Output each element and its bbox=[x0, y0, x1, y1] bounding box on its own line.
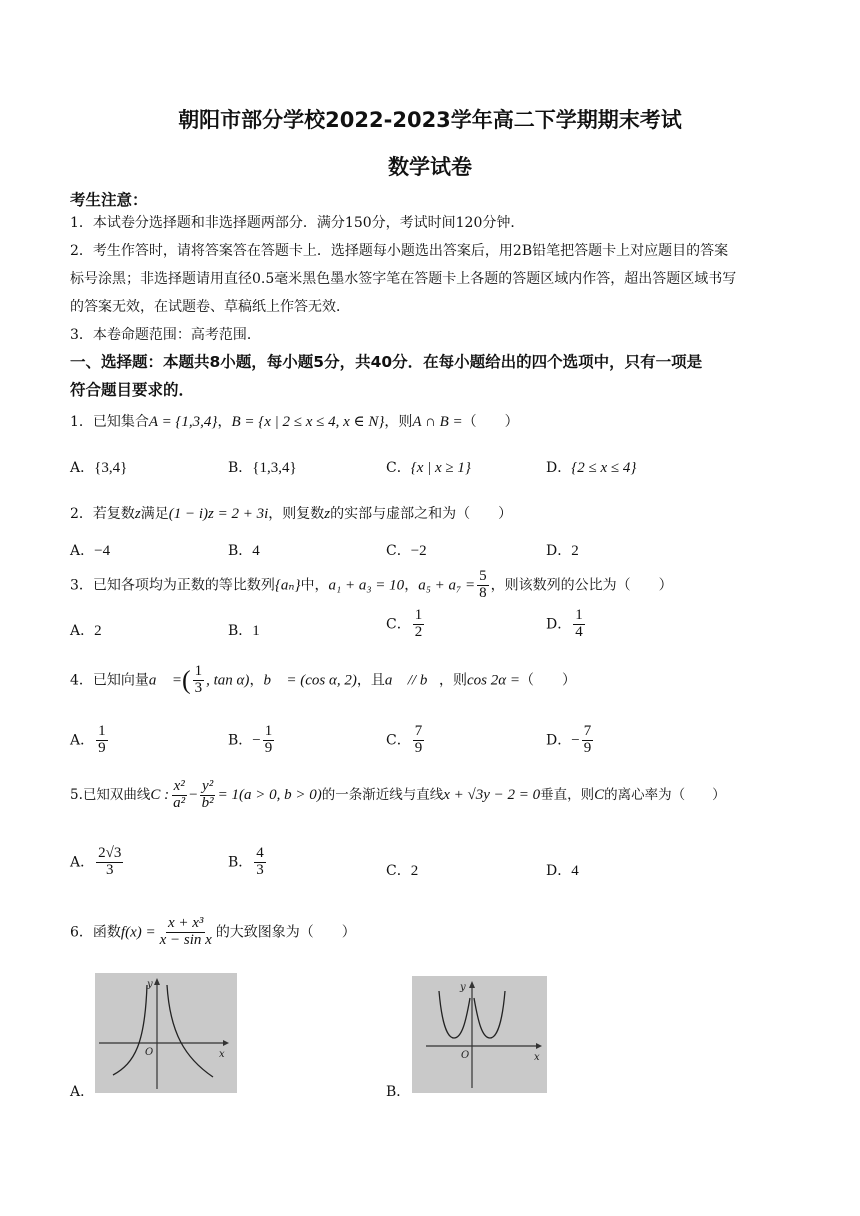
graph-a-label-x: x bbox=[219, 1049, 225, 1060]
curve-left bbox=[439, 991, 470, 1038]
graph-option-b bbox=[412, 976, 547, 1093]
q5-option-d: D．4 bbox=[546, 863, 579, 879]
notice-line-1: 1．本试卷分选择题和非选择题两部分．满分150分，考试时间120分钟． bbox=[70, 215, 525, 231]
x-axis-arrow-icon bbox=[223, 1040, 229, 1046]
notice-line-3: 3．本卷命题范围：高考范围． bbox=[70, 327, 261, 343]
q6-option-a: A． bbox=[70, 1084, 95, 1100]
q1-option-b: B．{1,3,4} bbox=[228, 460, 297, 476]
graph-b-plot bbox=[412, 976, 547, 1093]
notice-line-2b: 标号涂黑；非选择题请用直径0.5毫米黑色墨水签字笔在答题卡上各题的答题区域内作答，超出答题区域书写 bbox=[70, 271, 737, 287]
graph-a-plot bbox=[95, 973, 237, 1093]
x-axis-arrow-icon bbox=[536, 1043, 542, 1049]
q2-option-d: D．2 bbox=[546, 543, 579, 559]
q1-option-a: A．{3,4} bbox=[70, 460, 128, 476]
q3-option-d: D． $\frac{1}{4}$ bbox=[546, 607, 583, 640]
graph-a-label-origin: O bbox=[145, 1047, 154, 1058]
graph-a-label-y: y bbox=[147, 979, 153, 990]
q5-option-c: C．2 bbox=[386, 863, 419, 879]
exam-subtitle: 数学试卷 bbox=[388, 155, 472, 179]
question-2-stem: 2．若复数z满足(1 − i)z = 2 + 3i，则复数z的实部与虚部之和为（ ） bbox=[70, 506, 513, 522]
section-heading-line-2: 符合题目要求的． bbox=[70, 381, 195, 399]
q1-option-c: C．{x | x ≥ 1} bbox=[386, 460, 471, 476]
q4-option-b: B．− $\frac{1}{9}$ bbox=[228, 723, 273, 756]
question-5-stem: 5.已知双曲线C : $\frac{\text{x²}}{\text{a²}}$ − $\frac{\text{y²}}{\text{b²}}$ = 1(a > 0, b > 0)的一条渐近线与直线x + √3y − 2 = 0垂直，则C的离心率为（ ） bbox=[70, 778, 726, 811]
q5-option-a: A． $\frac{2√3}{3}$ bbox=[70, 845, 122, 878]
graph-b-label-x: x bbox=[534, 1052, 540, 1063]
q4-option-d: D．− $\frac{7}{9}$ bbox=[546, 723, 592, 756]
notice-heading: 考生注意： bbox=[70, 191, 148, 209]
curve-right bbox=[474, 991, 505, 1038]
section-heading-line-1: 一、选择题：本题共8小题，每小题5分，共40分．在每小题给出的四个选项中，只有一项是 bbox=[70, 353, 703, 371]
q3-option-a: A．2 bbox=[70, 623, 102, 639]
graph-b-label-y: y bbox=[460, 982, 466, 993]
y-axis-arrow-icon bbox=[469, 981, 475, 988]
q1-option-d: D．{2 ≤ x ≤ 4} bbox=[546, 460, 637, 476]
q4-option-c: C． $\frac{7}{9}$ bbox=[386, 723, 423, 756]
q2-option-b: B．4 bbox=[228, 543, 260, 559]
q5-option-b: B． $\frac{4}{3}$ bbox=[228, 845, 264, 878]
question-4-stem: 4．已知向量a⃗ =( $\frac{1}{3}$ , tan α)，b⃗ = (cos α, 2)，且a⃗ // b⃗，则cos 2α =（ ） bbox=[70, 663, 577, 696]
y-axis-arrow-icon bbox=[154, 978, 160, 985]
curve-right bbox=[167, 985, 213, 1077]
q3-option-b: B．1 bbox=[228, 623, 260, 639]
q3-option-c: C． $\frac{1}{2}$ bbox=[386, 607, 423, 640]
question-3-stem: 3．已知各项均为正数的等比数列{aₙ}中，a₁ + a₃ = 10，a₅ + a₇ = $\frac{5}{8}$ ，则该数列的公比为（ ） bbox=[70, 568, 673, 601]
exam-title: 朝阳市部分学校2022-2023学年高二下学期期末考试 bbox=[178, 108, 682, 132]
graph-b-label-origin: O bbox=[461, 1050, 470, 1061]
q4-option-a: A． $\frac{1}{9}$ bbox=[70, 723, 106, 756]
q2-option-c: C．−2 bbox=[386, 543, 427, 559]
q6-option-b: B． bbox=[386, 1084, 411, 1100]
notice-line-2a: 2．考生作答时，请将答案答在答题卡上．选择题每小题选出答案后，用2B铅笔把答题卡上对应题目的答案 bbox=[70, 243, 729, 259]
question-1-stem: 1．已知集合A = {1,3,4}，B = {x | 2 ≤ x ≤ 4, x ∈ N}，则A ∩ B =（ ） bbox=[70, 414, 519, 430]
q2-option-a: A．−4 bbox=[70, 543, 111, 559]
graph-option-a bbox=[95, 973, 237, 1093]
curve-left bbox=[113, 985, 147, 1075]
question-6-stem: 6．函数f(x) = $\frac{\text{x + x³}}{\text{x − sin x}}$ 的大致图象为（ ） bbox=[70, 915, 356, 948]
notice-line-2c: 的答案无效，在试题卷、草稿纸上作答无效． bbox=[70, 299, 350, 315]
